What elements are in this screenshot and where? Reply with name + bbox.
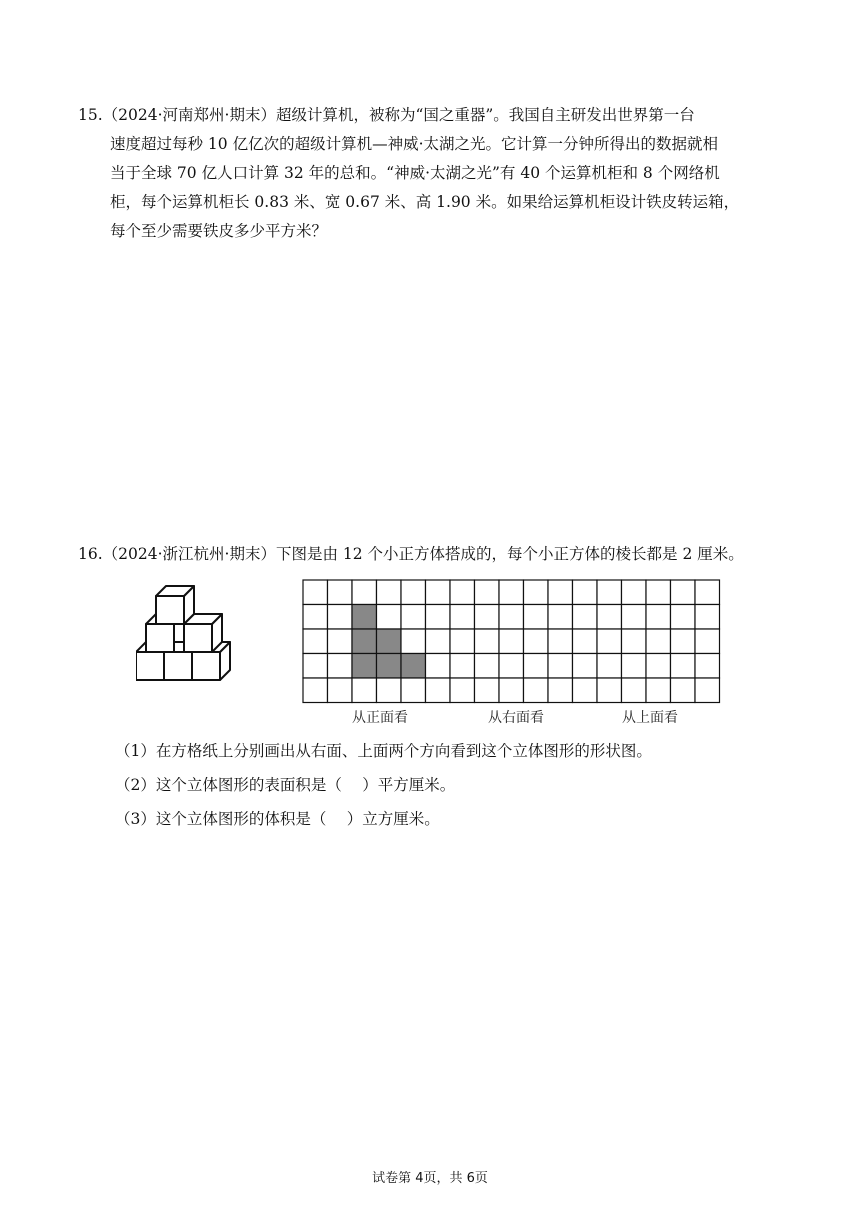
grid-cell [597, 654, 622, 679]
grid-cell [426, 629, 451, 654]
grid-cell [548, 654, 573, 679]
grid-cell-shaded [401, 654, 426, 679]
grid-cell [671, 580, 696, 605]
grid-cell [303, 654, 328, 679]
grid-cell [524, 678, 549, 703]
grid-cell [401, 580, 426, 605]
grid-cell [622, 605, 647, 630]
grid-cell [328, 580, 353, 605]
grid-cell [573, 580, 598, 605]
grid-cell [499, 678, 524, 703]
grid-cell [475, 654, 500, 679]
question-15-line: 柜，每个运算机柜长 0.83 米、宽 0.67 米、高 1.90 米。如果给运算机柜设计铁皮转运箱， [110, 193, 740, 211]
grid-cell [450, 605, 475, 630]
grid-cell [695, 629, 720, 654]
grid-cell [352, 580, 377, 605]
square-grid-paper [302, 579, 722, 707]
grid-cell-shaded [377, 629, 402, 654]
question-16-line: 16.（2024·浙江杭州·期末）下图是由 12 个小正方体搭成的，每个小正方体的棱长都是 2 厘米。 [78, 545, 744, 563]
grid-cell [695, 654, 720, 679]
grid-cell [303, 629, 328, 654]
grid-cell [475, 678, 500, 703]
grid-cell [377, 678, 402, 703]
grid-cell [597, 605, 622, 630]
grid-cell [597, 678, 622, 703]
grid-cell-shaded [352, 605, 377, 630]
grid-cell-shaded [377, 654, 402, 679]
grid-cell [524, 605, 549, 630]
grid-cell [426, 580, 451, 605]
grid-cell [426, 678, 451, 703]
grid-cell [524, 580, 549, 605]
grid-cell [548, 580, 573, 605]
grid-cell [646, 654, 671, 679]
grid-cell [303, 580, 328, 605]
grid-cell [401, 605, 426, 630]
grid-cell [548, 629, 573, 654]
grid-cell [622, 654, 647, 679]
grid-cell [377, 605, 402, 630]
grid-cell [548, 678, 573, 703]
grid-cell [671, 654, 696, 679]
grid-cell [671, 605, 696, 630]
cube-stack-figure [136, 584, 246, 700]
grid-cell [475, 580, 500, 605]
sub-question-3: （3）这个立体图形的体积是（ ）立方厘米。 [115, 810, 440, 828]
grid-cell [328, 605, 353, 630]
grid-cell [671, 678, 696, 703]
grid-cell [573, 605, 598, 630]
grid-cell [695, 580, 720, 605]
grid-cell [328, 678, 353, 703]
grid-cell [499, 654, 524, 679]
question-15-line: 速度超过每秒 10 亿亿次的超级计算机—神威·太湖之光。它计算一分钟所得出的数据就相 [110, 135, 719, 153]
grid-cell [450, 580, 475, 605]
grid-cell [646, 678, 671, 703]
grid-cell [426, 654, 451, 679]
grid-cell [328, 654, 353, 679]
grid-cell [426, 605, 451, 630]
grid-cell [524, 629, 549, 654]
grid-cell [573, 678, 598, 703]
grid-cell-shaded [352, 629, 377, 654]
grid-cell [597, 580, 622, 605]
grid-cell [548, 605, 573, 630]
grid-cell [622, 629, 647, 654]
grid-cell [597, 629, 622, 654]
grid-cell [646, 605, 671, 630]
grid-cell [303, 678, 328, 703]
question-15-line: 15.（2024·河南郑州·期末）超级计算机，被称为“国之重器”。我国自主研发出世界第一台 [78, 106, 695, 124]
grid-cell [377, 580, 402, 605]
view-label-top: 从上面看 [622, 710, 678, 726]
grid-cell [695, 605, 720, 630]
grid-cell [646, 629, 671, 654]
grid-cell [401, 629, 426, 654]
grid-cell [573, 654, 598, 679]
grid-cell [475, 605, 500, 630]
grid-cell [475, 629, 500, 654]
grid-cell [622, 678, 647, 703]
view-label-right: 从右面看 [488, 710, 544, 726]
grid-cell [524, 654, 549, 679]
grid-cell [499, 580, 524, 605]
question-15-line: 每个至少需要铁皮多少平方米？ [110, 222, 328, 240]
question-16 [78, 540, 790, 569]
grid-cell [499, 605, 524, 630]
grid-cell [499, 629, 524, 654]
sub-question-2: （2）这个立体图形的表面积是（ ）平方厘米。 [115, 776, 456, 794]
grid-cell [646, 580, 671, 605]
question-15-line: 当于全球 70 亿人口计算 32 年的总和。“神威·太湖之光”有 40 个运算机柜和 8 个网络机 [110, 164, 720, 182]
view-label-front: 从正面看 [352, 710, 408, 726]
grid-cell [695, 678, 720, 703]
grid-cell [303, 605, 328, 630]
grid-cell [450, 678, 475, 703]
grid-cell [573, 629, 598, 654]
grid-cell [328, 629, 353, 654]
grid-cell-shaded [352, 654, 377, 679]
page-footer: 试卷第 4页，共 6页 [372, 1171, 488, 1186]
grid-cell [450, 654, 475, 679]
sub-question-1: （1）在方格纸上分别画出从右面、上面两个方向看到这个立体图形的形状图。 [115, 742, 652, 760]
grid-cell [352, 678, 377, 703]
grid-cell [401, 678, 426, 703]
question-15 [78, 101, 790, 246]
grid-cell [450, 629, 475, 654]
grid-cell [671, 629, 696, 654]
grid-cell [622, 580, 647, 605]
